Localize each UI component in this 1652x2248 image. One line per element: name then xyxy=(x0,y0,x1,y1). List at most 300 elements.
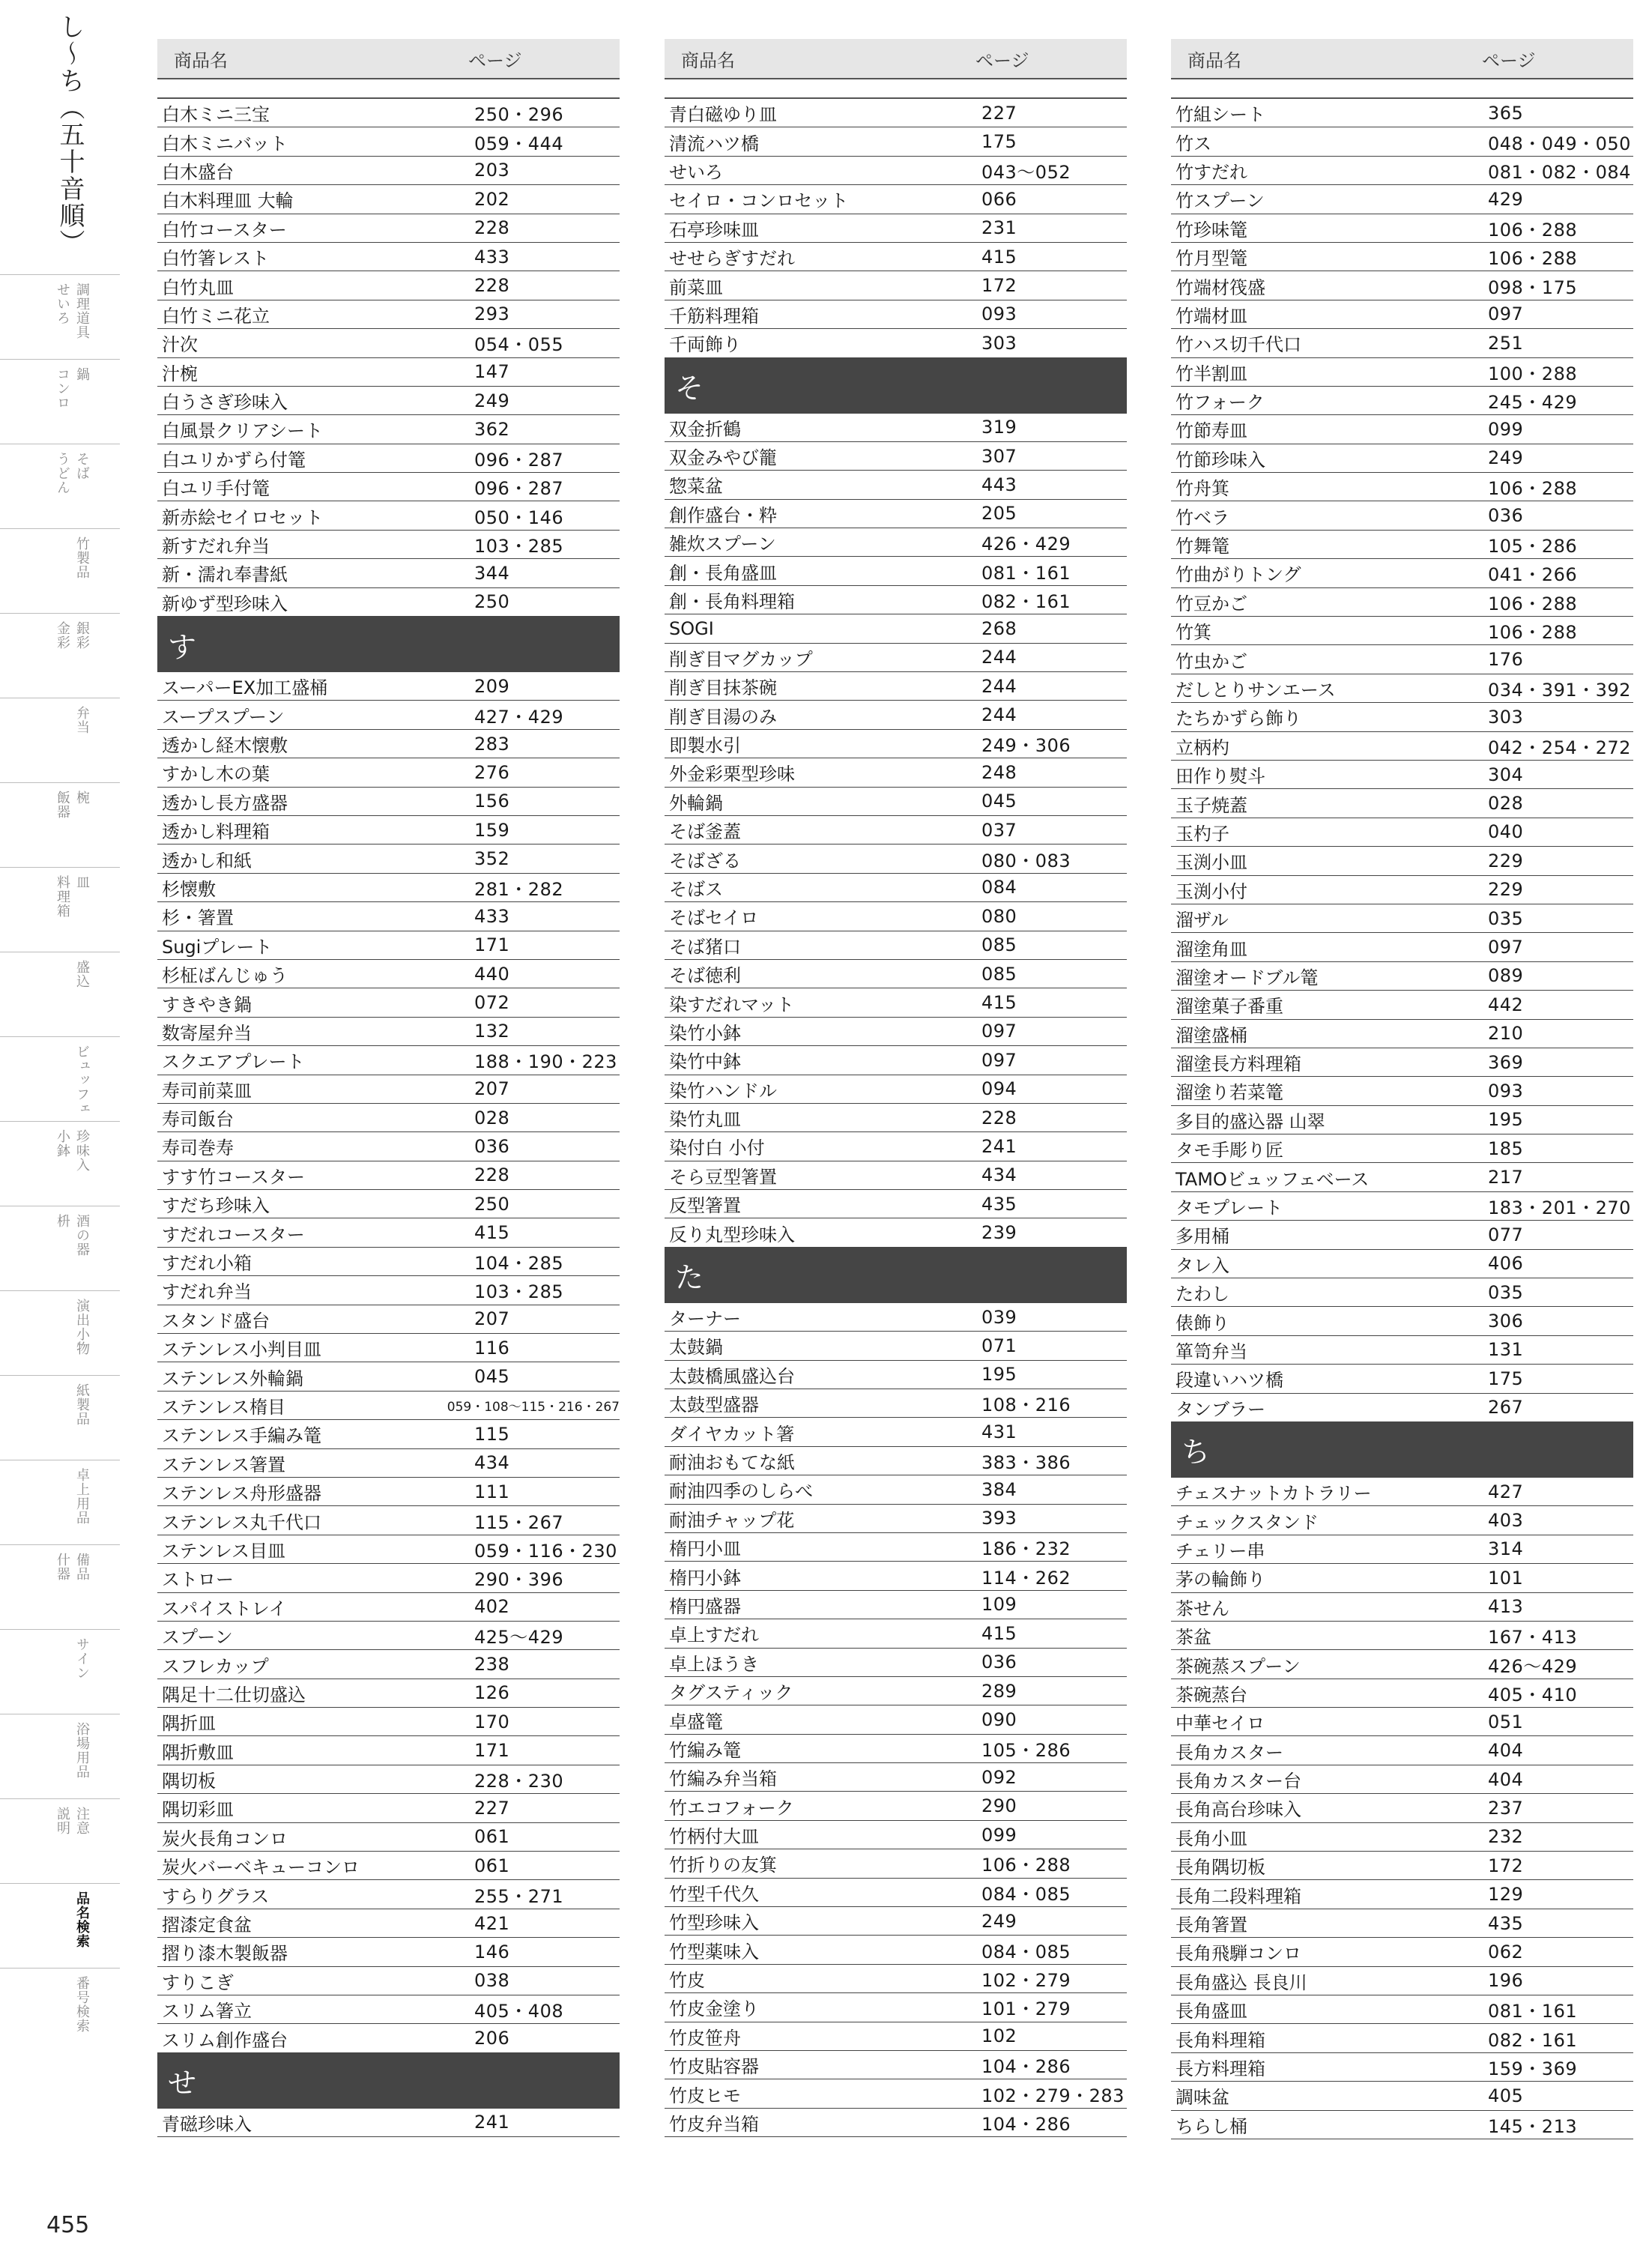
product-name: 長方料理箱 xyxy=(1176,2058,1265,2079)
product-name: 白風景クリアシート xyxy=(162,420,324,442)
page-number: 455 xyxy=(46,2212,90,2238)
product-name: 竹月型篭 xyxy=(1176,248,1247,270)
product-name: 反り丸型珍味入 xyxy=(669,1224,795,1245)
page-reference: 319 xyxy=(981,417,1017,438)
index-entry xyxy=(157,874,620,902)
category-tab[interactable] xyxy=(0,528,120,613)
index-entry xyxy=(1171,1736,1633,1765)
product-name: 竹皮貼容器 xyxy=(669,2056,759,2078)
product-name: スクエアプレート xyxy=(162,1051,305,1073)
page-reference: 080 xyxy=(981,905,1017,927)
product-name: スープスプーン xyxy=(162,706,285,728)
product-name: 白竹ミニ花立 xyxy=(162,305,270,327)
index-entry xyxy=(157,1218,620,1247)
category-tab[interactable] xyxy=(0,1883,120,1968)
category-tab-text: 銀彩 xyxy=(74,621,90,650)
page-reference: 105・286 xyxy=(1488,536,1578,558)
index-entry xyxy=(665,442,1127,471)
product-name: 竹節寿皿 xyxy=(1176,420,1247,442)
page-reference: 041・266 xyxy=(1488,564,1578,586)
index-entry xyxy=(665,1161,1127,1190)
index-entry xyxy=(665,271,1127,300)
page-reference: 098・175 xyxy=(1488,277,1578,298)
category-tab[interactable] xyxy=(0,1460,120,1544)
page-reference: 036 xyxy=(474,1135,510,1157)
index-entry xyxy=(1171,1478,1633,1506)
product-name: 長角箸置 xyxy=(1176,1915,1247,1936)
index-entry xyxy=(665,701,1127,729)
header-page: ページ xyxy=(468,49,522,71)
index-entry xyxy=(157,387,620,415)
category-tabs xyxy=(0,274,120,2052)
page-reference: 132 xyxy=(474,1021,510,1042)
product-name: 杉柾ばんじゅう xyxy=(162,965,288,987)
product-name: 双金みやび籠 xyxy=(669,447,777,469)
category-tab[interactable] xyxy=(0,1968,120,2052)
product-name: 長角カスター xyxy=(1176,1741,1283,1763)
category-tab[interactable] xyxy=(0,359,120,444)
page-reference: 172 xyxy=(1488,1855,1524,1876)
index-entry xyxy=(157,271,620,300)
product-name: 多用桶 xyxy=(1176,1226,1229,1248)
index-entry xyxy=(157,1564,620,1592)
index-entry xyxy=(1171,1020,1633,1048)
index-entry xyxy=(665,1303,1127,1332)
product-name: たちかずら飾り xyxy=(1176,708,1301,730)
product-name: 透かし長方盛器 xyxy=(162,792,288,814)
product-name: 削ぎ目抹茶碗 xyxy=(669,677,777,699)
category-tab-label xyxy=(54,1807,90,1835)
index-entry xyxy=(665,1591,1127,1619)
page-reference: 081・161 xyxy=(1488,2001,1578,2022)
product-name: 竹ハス切千代口 xyxy=(1176,334,1301,356)
category-tab-text: 飯器 xyxy=(55,791,70,819)
product-name: 竹エコフォーク xyxy=(669,1797,794,1819)
index-entry xyxy=(665,1505,1127,1533)
page-reference: 196 xyxy=(1488,1970,1524,1992)
index-entry xyxy=(1171,473,1633,501)
index-entry xyxy=(157,1938,620,1966)
category-tab-label xyxy=(73,1976,90,2033)
index-entry xyxy=(157,816,620,844)
page-reference: 231 xyxy=(981,217,1017,239)
page-reference: 109 xyxy=(981,1594,1017,1616)
index-entry xyxy=(665,99,1127,127)
product-name: 竹虫かご xyxy=(1176,650,1247,672)
index-entry xyxy=(157,1622,620,1650)
product-name: ストロー xyxy=(162,1569,234,1591)
product-name: 染竹ハンドル xyxy=(669,1080,777,1102)
product-name: SOGI xyxy=(669,617,714,639)
index-rows xyxy=(665,99,1127,2137)
index-entry xyxy=(665,2022,1127,2051)
index-entry xyxy=(1171,1192,1633,1221)
page-reference: 228 xyxy=(474,217,510,239)
index-entry xyxy=(665,988,1127,1017)
category-tab-text: そば xyxy=(74,452,90,480)
header-product-name: 商品名 xyxy=(174,49,228,71)
category-tab-text: サイン xyxy=(74,1637,90,1680)
category-tab-text: 紙製品 xyxy=(74,1383,90,1426)
page-reference: 116 xyxy=(474,1337,510,1359)
product-name: 竹柄付大皿 xyxy=(669,1826,759,1848)
page-reference: 195 xyxy=(981,1364,1017,1386)
index-entry xyxy=(1171,1564,1633,1592)
category-tab-label xyxy=(73,1045,90,1116)
index-entry xyxy=(1171,1221,1633,1249)
product-name: 青白磁ゆり皿 xyxy=(669,104,777,126)
index-entry xyxy=(157,1075,620,1104)
product-name: そば猪口 xyxy=(669,936,741,958)
page-reference: 383・386 xyxy=(981,1451,1071,1473)
product-name: スタンド盛台 xyxy=(162,1310,270,1332)
page-reference: 035 xyxy=(1488,1281,1524,1303)
index-entry xyxy=(665,528,1127,557)
product-name: 透かし料理箱 xyxy=(162,821,270,843)
index-entry xyxy=(665,816,1127,844)
index-entry xyxy=(1171,991,1633,1019)
index-rail xyxy=(0,0,120,2248)
index-entry xyxy=(157,1362,620,1391)
page-reference: 171 xyxy=(474,934,510,956)
index-entry xyxy=(157,1967,620,1995)
index-entry xyxy=(665,157,1127,185)
index-entry xyxy=(1171,1679,1633,1708)
index-entry xyxy=(1171,127,1633,156)
product-name: 白ユリ手付篭 xyxy=(162,478,270,500)
category-tab-text: 弁当 xyxy=(74,706,90,734)
page-reference: 104・285 xyxy=(474,1253,564,1275)
index-entry xyxy=(157,473,620,501)
index-entry xyxy=(157,1248,620,1276)
category-tab[interactable] xyxy=(0,782,120,867)
page-reference: 268 xyxy=(981,617,1017,639)
index-entry xyxy=(157,1823,620,1852)
page-reference: 249 xyxy=(1488,447,1524,469)
page-reference: 103・285 xyxy=(474,536,564,558)
product-name: 創作盛台・粋 xyxy=(669,504,777,526)
index-entry xyxy=(1171,876,1633,904)
page-reference: 186・232 xyxy=(981,1538,1071,1560)
kana-section-header: す xyxy=(157,617,620,672)
index-entry xyxy=(665,614,1127,643)
product-name: 楕円盛器 xyxy=(669,1595,741,1617)
index-entry xyxy=(665,672,1127,701)
page-reference: 440 xyxy=(474,963,510,985)
product-name: 竹端材筏盛 xyxy=(1176,277,1265,298)
index-column-2 xyxy=(665,39,1127,2137)
product-name: 青磁珍味入 xyxy=(162,2113,252,2135)
product-name: 竹フォーク xyxy=(1176,392,1265,414)
index-column-1 xyxy=(157,39,620,2137)
index-entry xyxy=(665,214,1127,243)
product-name: 田作り熨斗 xyxy=(1176,766,1265,788)
index-entry xyxy=(157,1909,620,1938)
category-tab[interactable] xyxy=(0,1714,120,1798)
index-entry xyxy=(665,2079,1127,2108)
product-name: 白木ミニ三宝 xyxy=(162,104,270,126)
index-entry xyxy=(1171,444,1633,473)
product-name: 摺漆定食盆 xyxy=(162,1915,252,1936)
page-reference: 077 xyxy=(1488,1224,1524,1245)
product-name: 多目的盛込器 山翠 xyxy=(1176,1111,1325,1132)
product-name: スプーン xyxy=(162,1627,233,1649)
index-entry xyxy=(665,1619,1127,1648)
page-reference: 369 xyxy=(1488,1051,1524,1073)
product-name: 白木ミニバット xyxy=(162,133,288,154)
page-reference: 054・055 xyxy=(474,334,564,356)
product-name: 竹スプーン xyxy=(1176,190,1265,212)
category-tab-label xyxy=(54,875,90,918)
page-reference: 205 xyxy=(981,503,1017,525)
product-name: 隅折皿 xyxy=(162,1713,216,1735)
page-reference: 096・287 xyxy=(474,478,564,500)
category-tab[interactable] xyxy=(0,1290,120,1375)
page-reference: 443 xyxy=(981,474,1017,495)
category-tab-text: コンロ xyxy=(55,367,70,410)
page-reference: 097 xyxy=(981,1049,1017,1071)
category-tab[interactable] xyxy=(0,952,120,1036)
category-tab-label xyxy=(73,1468,90,1525)
category-tab-text: 皿 xyxy=(74,875,90,889)
product-name: 千筋料理箱 xyxy=(669,305,759,327)
page-reference: 040 xyxy=(1488,821,1524,843)
index-entry xyxy=(157,1392,620,1420)
index-entry xyxy=(1171,1650,1633,1679)
index-entry xyxy=(665,1965,1127,1993)
page-reference: 405 xyxy=(1488,2085,1524,2106)
product-name: 耐油四季のしらべ xyxy=(669,1481,813,1502)
product-name: せせらぎすだれ xyxy=(669,248,795,270)
index-entry xyxy=(1171,1535,1633,1564)
index-entry xyxy=(157,300,620,329)
index-entry xyxy=(1171,904,1633,933)
product-name: すりこぎ xyxy=(162,1971,234,1993)
page-reference: 084 xyxy=(981,877,1017,898)
index-entry xyxy=(665,1649,1127,1677)
product-name: 溜ザル xyxy=(1176,910,1229,931)
product-name: 溜塗菓子番重 xyxy=(1176,996,1283,1018)
product-name: 竹曲がりトング xyxy=(1176,564,1301,586)
index-entry xyxy=(1171,1278,1633,1307)
page-reference: 146 xyxy=(474,1941,510,1963)
index-entry xyxy=(665,1936,1127,1964)
product-name: 竹皮 xyxy=(669,1970,705,1992)
page-reference: 129 xyxy=(1488,1884,1524,1906)
product-name: 長角小皿 xyxy=(1176,1828,1247,1849)
index-entry xyxy=(1171,1967,1633,1995)
index-entry xyxy=(665,1763,1127,1792)
category-tab[interactable] xyxy=(0,274,120,359)
product-name: 白木料理皿 大輪 xyxy=(162,190,294,212)
product-name: 竹ベラ xyxy=(1176,507,1229,528)
page-reference: 159 xyxy=(474,819,510,841)
page-reference: 061 xyxy=(474,1855,510,1876)
page-reference: 403 xyxy=(1488,1510,1524,1532)
index-entry xyxy=(665,1132,1127,1161)
category-tab[interactable] xyxy=(0,1629,120,1714)
product-name: そば徳利 xyxy=(669,965,741,987)
product-name: 竹型千代久 xyxy=(669,1883,759,1905)
category-tab[interactable] xyxy=(0,1544,120,1629)
page-reference: 106・288 xyxy=(981,1855,1071,1876)
product-name: 竹組シート xyxy=(1176,104,1265,126)
index-entry xyxy=(665,471,1127,499)
page-reference: 099 xyxy=(1488,418,1524,440)
index-entry xyxy=(665,1332,1127,1360)
index-entry xyxy=(665,1907,1127,1936)
header-page: ページ xyxy=(1482,49,1536,71)
index-entry xyxy=(1171,2053,1633,2082)
product-name: ステンレス丸千代口 xyxy=(162,1511,321,1533)
page-reference: 102・279 xyxy=(981,1970,1071,1992)
index-entry xyxy=(157,243,620,271)
index-entry xyxy=(157,1478,620,1506)
category-tab-text: 料理箱 xyxy=(55,875,70,918)
index-entry xyxy=(157,1104,620,1132)
page-reference: 036 xyxy=(981,1652,1017,1673)
page-reference: 036 xyxy=(1488,505,1524,527)
category-tab-text: 演出小物 xyxy=(74,1299,90,1356)
page-reference: 433 xyxy=(474,905,510,927)
index-entry xyxy=(1171,588,1633,617)
product-name: 白竹箸レスト xyxy=(162,248,270,270)
category-tab[interactable] xyxy=(0,613,120,698)
product-name: 新すだれ弁当 xyxy=(162,536,270,558)
page-reference: 100・288 xyxy=(1488,363,1578,384)
category-tab[interactable] xyxy=(0,867,120,952)
index-entry xyxy=(157,588,620,617)
page-reference: 425〜429 xyxy=(474,1627,564,1649)
page-reference: 307 xyxy=(981,445,1017,467)
index-entry xyxy=(665,557,1127,585)
page-reference: 255・271 xyxy=(474,1885,564,1907)
category-tab-label xyxy=(54,791,90,819)
kana-section-header: そ xyxy=(665,358,1127,414)
index-entry xyxy=(157,99,620,127)
index-entry xyxy=(665,329,1127,357)
index-entry xyxy=(665,931,1127,960)
product-name: 白竹コースター xyxy=(162,219,287,241)
category-tab[interactable] xyxy=(0,1798,120,1883)
page-reference: 250 xyxy=(474,1193,510,1215)
index-entry xyxy=(1171,789,1633,818)
product-name: ステンレス楕目 xyxy=(162,1396,285,1418)
page-reference: 228・230 xyxy=(474,1771,564,1792)
kana-section-header: せ xyxy=(157,2053,620,2109)
category-tab-text: 枡 xyxy=(55,1214,70,1228)
category-tab[interactable] xyxy=(0,444,120,528)
product-name: すらりグラス xyxy=(162,1885,270,1907)
index-entry xyxy=(157,214,620,243)
product-name: 摺り漆木製飯器 xyxy=(162,1943,288,1965)
index-entry xyxy=(157,1420,620,1448)
product-name: 外輪鍋 xyxy=(669,792,723,814)
index-entry xyxy=(665,1677,1127,1705)
page-reference: 207 xyxy=(474,1078,510,1100)
index-rows xyxy=(157,99,620,2137)
category-tab-text: 注意 xyxy=(74,1807,90,1835)
page-reference: 042・254・272 xyxy=(1488,737,1631,758)
category-tab[interactable] xyxy=(0,1036,120,1121)
page-reference: 227 xyxy=(981,102,1017,124)
product-name: 炭火長角コンロ xyxy=(162,1828,288,1849)
page-reference: 062 xyxy=(1488,1941,1524,1963)
index-entry xyxy=(665,1849,1127,1878)
product-name: 段違いハツ橋 xyxy=(1176,1370,1283,1392)
page-reference: 415 xyxy=(981,992,1017,1014)
category-tab[interactable] xyxy=(0,1206,120,1290)
category-tab-text: 品名検索 xyxy=(74,1891,90,1948)
page-reference: 106・288 xyxy=(1488,622,1578,644)
page-reference: 050・146 xyxy=(474,507,564,528)
category-tab[interactable] xyxy=(0,1375,120,1460)
index-entry xyxy=(1171,1307,1633,1335)
page-reference: 104・286 xyxy=(981,2113,1071,2135)
index-entry xyxy=(1171,1048,1633,1077)
index-entry xyxy=(157,1880,620,1909)
page-reference: 393 xyxy=(981,1508,1017,1529)
product-name: 隅足十二仕切盛込 xyxy=(162,1684,306,1705)
page-reference: 097 xyxy=(1488,937,1524,958)
category-tab-text: 浴場用品 xyxy=(74,1722,90,1779)
index-entry xyxy=(157,701,620,729)
product-name: 長角二段料理箱 xyxy=(1176,1885,1301,1907)
index-entry xyxy=(1171,271,1633,300)
product-name: 竹皮ヒモ xyxy=(669,2085,741,2106)
index-entry xyxy=(157,185,620,214)
product-name: せいろ xyxy=(669,161,723,183)
category-tab-text: ビュッフェ xyxy=(74,1045,90,1116)
index-entry xyxy=(665,1218,1127,1247)
page-reference: 415 xyxy=(474,1222,510,1244)
page-reference: 102・279・283 xyxy=(981,2085,1125,2106)
product-name: 白ユリかずら付篭 xyxy=(162,449,306,471)
page-reference: 106・288 xyxy=(1488,478,1578,500)
page-reference: 434 xyxy=(474,1452,510,1474)
product-name: タグスティック xyxy=(669,1682,793,1704)
page-reference: 147 xyxy=(474,361,510,383)
product-name: 竹端材皿 xyxy=(1176,305,1247,327)
category-tab-label xyxy=(54,1129,90,1172)
index-entry xyxy=(1171,1506,1633,1535)
index-entry xyxy=(665,1075,1127,1104)
category-tab[interactable] xyxy=(0,698,120,782)
page-reference: 172 xyxy=(981,275,1017,297)
page-reference: 089 xyxy=(1488,965,1524,987)
index-entry xyxy=(1171,1995,1633,2024)
index-entry xyxy=(1171,617,1633,645)
category-tab-label xyxy=(54,621,90,650)
product-name: 隅切板 xyxy=(162,1771,216,1792)
page-reference: 229 xyxy=(1488,879,1524,901)
index-entry xyxy=(665,1821,1127,1849)
page-reference: 228 xyxy=(474,275,510,297)
product-name: 染竹中鉢 xyxy=(669,1051,741,1073)
page-reference: 249・306 xyxy=(981,735,1071,756)
category-tab-text: 盛込 xyxy=(74,960,90,988)
index-entry xyxy=(665,960,1127,988)
index-entry xyxy=(1171,933,1633,961)
index-entry xyxy=(665,874,1127,902)
product-name: 雑炊スプーン xyxy=(669,534,776,555)
page-reference: 071 xyxy=(981,1335,1017,1356)
page-reference: 232 xyxy=(1488,1826,1524,1848)
page-reference: 103・285 xyxy=(474,1281,564,1303)
index-entry xyxy=(157,444,620,473)
category-tab[interactable] xyxy=(0,1121,120,1206)
index-entry xyxy=(665,1018,1127,1046)
